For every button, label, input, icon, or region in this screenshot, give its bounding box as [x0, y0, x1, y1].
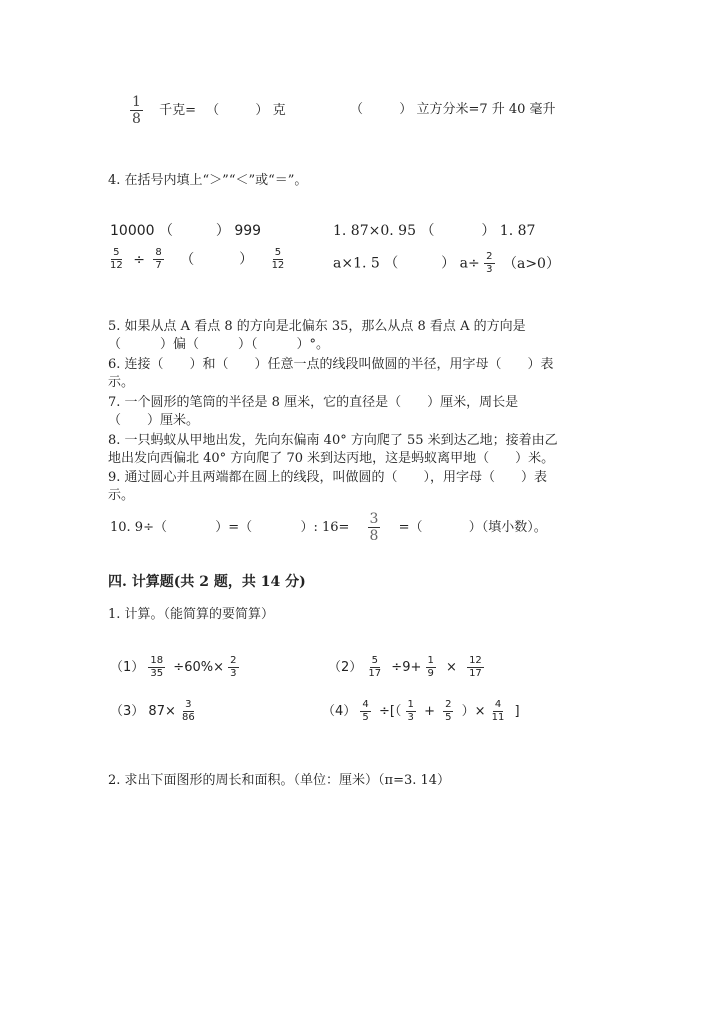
q8-line1: 8. 一只蚂蚁从甲地出发，先向东偏南 40° 方向爬了 55 米到达乙地；接着由乙: [108, 433, 558, 448]
calc1-problem-2: （2） $\frac{5}{17}$ ÷9+ $\frac{1}{9}$ × $\frac{12}{17}$: [328, 655, 482, 679]
q6-line1: 6. 连接（ ）和（ ）任意一点的线段叫做圆的半径，用字母（ ）表: [108, 357, 554, 372]
calc1-title: 1. 计算。（能简算的要简算）: [108, 607, 275, 622]
calc1-problem-3: （3） 87× $\frac{3}{86}$: [110, 699, 195, 723]
calc1-problem-1: （1） $\frac{18}{35}$ ÷60%× $\frac{2}{3}$: [110, 655, 237, 679]
q10: 10. 9÷（ ）=（ ）: 16= $\frac{3}{8}$ =（ ）（填小数）。: [110, 511, 547, 544]
fraction: $\frac{1}{8}$: [132, 94, 141, 127]
section-title: 四. 计算题(共 2 题，共 14 分): [108, 574, 306, 590]
q9-line2: 示。: [108, 488, 135, 503]
calc1-problem-4: （4） $\frac{4}{5}$ ÷[（ $\frac{1}{3}$ + $\frac{2}{5}$ ）× $\frac{4}{11}$ ]: [322, 699, 520, 723]
q4-row2-right: a×1. 5 （ ） a÷ $\frac{2}{3}$ （a>0）: [333, 251, 560, 275]
calc2-title: 2. 求出下面图形的周长和面积。（单位：厘米）（π=3. 14）: [108, 773, 451, 788]
q5-line1: 5. 如果从点 A 看点 8 的方向是北偏东 35，那么从点 8 看点 A 的方向是: [108, 319, 526, 334]
q4-title: 4. 在括号内填上“＞”“＜”或“＝”。: [108, 173, 308, 188]
q7-line1: 7. 一个圆形的笔筒的半径是 8 厘米，它的直径是（ ）厘米，周长是: [108, 395, 519, 410]
q3-item-1: $\frac{1}{8}$ 千克= （ ） 克: [132, 94, 286, 127]
q9-line1: 9. 通过圆心并且两端都在圆上的线段，叫做圆的（ ），用字母（ ）表: [108, 470, 548, 485]
q6-line2: 示。: [108, 375, 135, 390]
q7-line2: （ ）厘米。: [108, 413, 200, 428]
q4-row1-right: 1. 87×0. 95 （ ） 1. 87: [333, 223, 536, 239]
q4-row1-left: 10000 （ ） 999: [110, 223, 262, 239]
q3-item-2: （ ） 立方分米=7 升 40 毫升: [350, 102, 556, 117]
q4-row2-left: $\frac{5}{12}$ ÷ $\frac{8}{7}$ （ ） $\frac{5}{12}$: [110, 247, 285, 271]
q5-line2: （ ）偏（ ）（ ）°。: [108, 337, 330, 352]
q8-line2: 地出发向西偏北 40° 方向爬了 70 米到达丙地，这是蚂蚁离甲地（ ）米。: [108, 451, 555, 466]
